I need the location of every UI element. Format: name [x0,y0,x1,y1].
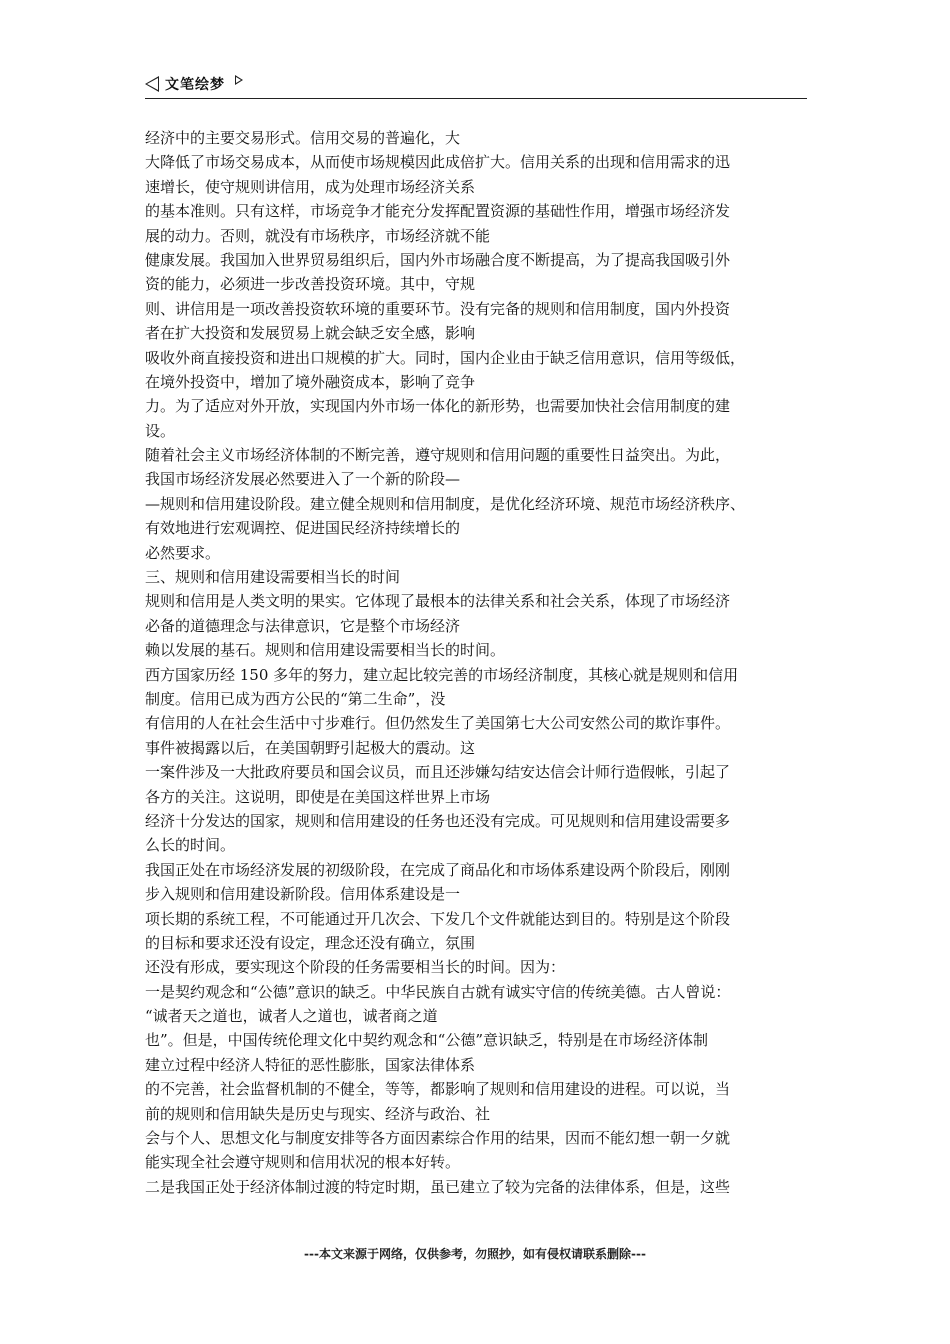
text-line: 我国正处在市场经济发展的初级阶段，在完成了商品化和市场体系建设两个阶段后，刚刚 [145,860,731,879]
text-line: 必然要求。 [145,543,221,562]
text-line: 展的动力。否则，就没有市场秩序，市场经济就不能 [145,226,491,245]
text-line: 事件被揭露以后，在美国朝野引起极大的震动。这 [145,738,476,757]
triangle-left-icon [145,76,159,92]
text-line: 西方国家历经 150 多年的努力，建立起比较完善的市场经济制度，其核心就是规则和信用 [145,665,739,684]
text-line: 有信用的人在社会生活中寸步难行。但仍然发生了美国第七大公司安然公司的欺诈事件。 [145,714,731,733]
text-line: 前的规则和信用缺失是历史与现实、经济与政治、社 [145,1104,491,1123]
text-line: “诚者天之道也，诚者人之道也，诚者商之道 [145,1007,438,1026]
text-line: 三、规则和信用建设需要相当长的时间 [145,568,401,587]
text-line: 设。 [145,421,176,440]
footer-notice: ---本文来源于网络，仅供参考，勿照抄，如有侵权请联系删除--- [304,1247,646,1261]
text-line: 一是契约观念和“公德”意识的缺乏。中华民族自古就有诚实守信的传统美德。古人曾说： [145,982,731,1001]
text-line: 会与个人、思想文化与制度安排等各方面因素综合作用的结果，因而不能幻想一朝一夕就 [145,1129,731,1148]
page-header [145,70,807,99]
text-line: 还没有形成，要实现这个阶段的任务需要相当长的时间。因为： [145,958,566,977]
text-line: 力。为了适应对外开放，实现国内外市场一体化的新形势，也需要加快社会信用制度的建 [145,397,731,416]
text-line: 也”。但是，中国传统伦理文化中契约观念和“公德”意识缺乏，特别是在市场经济体制 [145,1031,709,1050]
text-line: 么长的时间。 [145,836,236,855]
text-line: 的不完善，社会监督机制的不健全，等等，都影响了规则和信用建设的进程。可以说，当 [145,1080,731,1099]
text-line: 在境外投资中，增加了境外融资成本，影响了竞争 [145,372,476,391]
triangle-right-icon [235,75,243,85]
document-body [145,126,815,1199]
text-line: 能实现全社会遵守规则和信用状况的根本好转。 [145,1153,461,1172]
text-line: 步入规则和信用建设新阶段。信用体系建设是一 [145,885,461,904]
text-line: 必备的道德理念与法律意识，它是整个市场经济 [145,616,461,635]
text-line: 一案件涉及一大批政府要员和国会议员，而且还涉嫌勾结安达信会计师行造假帐，引起了 [145,763,731,782]
text-line: 的目标和要求还没有设定，理念还没有确立，氛围 [145,933,476,952]
text-line: 项长期的系统工程，不可能通过开几次会、下发几个文件就能达到目的。特别是这个阶段 [145,909,731,928]
text-line: 我国市场经济发展必然要进入了一个新的阶段— [145,470,461,489]
text-line: 健康发展。我国加入世界贸易组织后，国内外市场融合度不断提高，为了提高我国吸引外 [145,250,731,269]
text-line: 资的能力，必须进一步改善投资环境。其中，守规 [145,275,476,294]
text-line: 各方的关注。这说明，即使是在美国这样世界上市场 [145,787,491,806]
text-line: 有效地进行宏观调控、促进国民经济持续增长的 [145,519,461,538]
text-line: 速增长，使守规则讲信用，成为处理市场经济关系 [145,177,476,196]
text-line: 经济十分发达的国家，规则和信用建设的任务也还没有完成。可见规则和信用建设需要多 [145,811,731,830]
text-line: 经济中的主要交易形式。信用交易的普遍化，大 [145,129,461,147]
text-line: 制度。信用已成为西方公民的“第二生命”，没 [145,689,446,708]
text-line: 建立过程中经济人特征的恶性膨胀，国家法律体系 [145,1055,476,1074]
text-line: 大降低了市场交易成本，从而使市场规模因此成倍扩大。信用关系的出现和信用需求的迅 [145,153,731,172]
text-line: —规则和信用建设阶段。建立健全规则和信用制度，是优化经济环境、规范市场经济秩序、 [145,494,746,513]
text-line: 规则和信用是人类文明的果实。它体现了最根本的法律关系和社会关系，体现了市场经济 [145,592,731,611]
text-line: 则、讲信用是一项改善投资软环境的重要环节。没有完备的规则和信用制度，国内外投资 [145,299,731,318]
text-line: 二是我国正处于经济体制过渡的特定时期，虽已建立了较为完备的法律体系，但是，这些 [145,1177,731,1196]
text-line: 者在扩大投资和发展贸易上就会缺乏安全感，影响 [145,324,476,343]
text-line: 随着社会主义市场经济体制的不断完善，遵守规则和信用问题的重要性日益突出。为此， [145,446,731,465]
header-brand: 文笔绘梦 [165,77,225,93]
text-line: 赖以发展的基石。规则和信用建设需要相当长的时间。 [145,641,506,660]
text-line: 的基本准则。只有这样，市场竞争才能充分发挥配置资源的基础性作用，增强市场经济发 [145,202,731,221]
text-line: 吸收外商直接投资和进出口规模的扩大。同时，国内企业由于缺乏信用意识，信用等级低， [145,348,746,367]
